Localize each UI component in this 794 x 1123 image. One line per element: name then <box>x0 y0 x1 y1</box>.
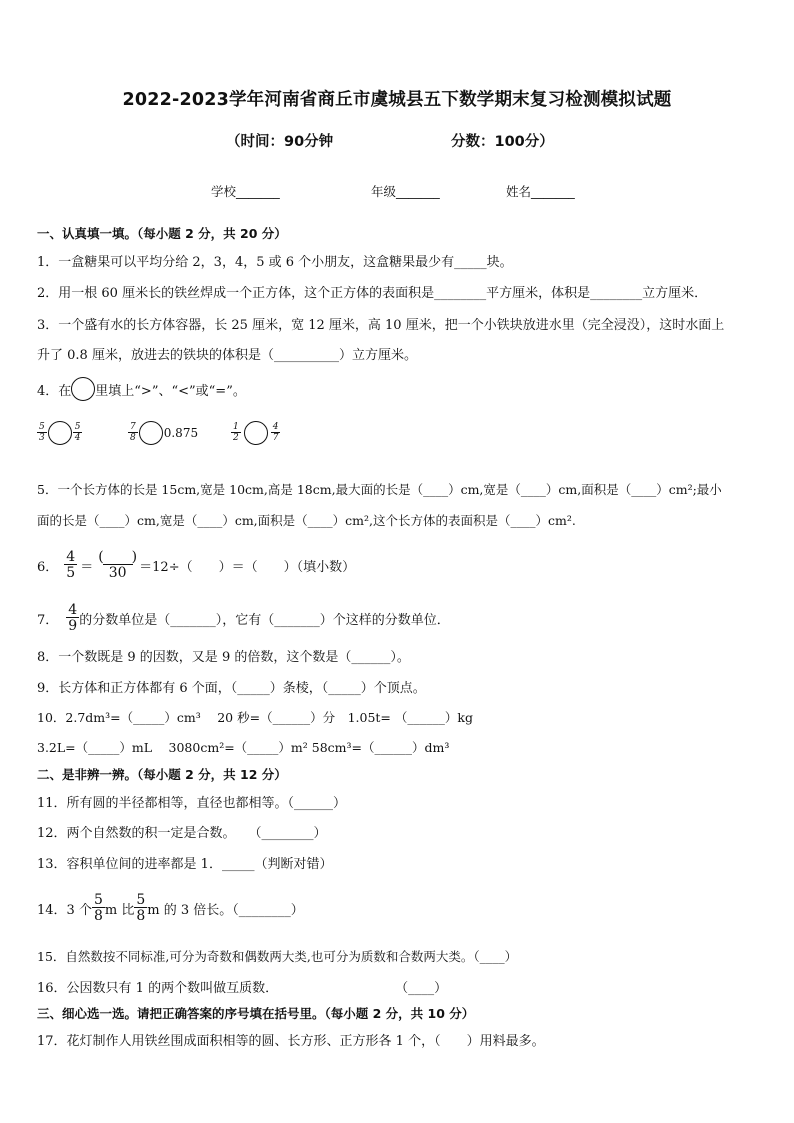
question-14-suffix: m 的 3 倍长。（________） <box>147 902 304 918</box>
question-8: 8．一个数既是 9 的因数，又是 9 的倍数，这个数是（______）。 <box>37 650 410 665</box>
question-9: 9．长方体和正方体都有 6 个面，（_____）条棱，（_____）个顶点。 <box>37 681 426 696</box>
question-14-prefix: 14．3 个 <box>37 902 92 918</box>
fraction: $\frac{5}{8}$ <box>93 892 103 924</box>
question-5-line-1: 5．一个长方体的长是 15cm,宽是 10cm,高是 18cm,最大面的长是（____）cm,宽是（____）cm,面积是（____）cm²;最小 <box>37 482 722 497</box>
question-14-middle: m 比 <box>104 902 135 918</box>
fraction: $\frac{4}{7}$ <box>272 422 279 443</box>
page-title: 2022-2023学年河南省商丘市虞城县五下数学期末复习检测模拟试题 <box>122 90 672 110</box>
question-16: 16．公因数只有 1 的两个数叫做互质数． （____） <box>37 981 448 996</box>
question-4-item-1 <box>37 421 82 445</box>
question-4-prefix: 4．在 <box>37 383 72 399</box>
question-3-line-2: 升了 0.8 厘米，放进去的铁块的体积是（__________）立方厘米。 <box>37 348 417 363</box>
fraction: $\frac{5}{3}$ <box>39 422 45 443</box>
question-4-item-2 <box>128 421 198 445</box>
question-6 <box>37 545 355 585</box>
name-field: 姓名_______ <box>506 184 575 199</box>
section-1-heading: 一、认真填一填。（每小题 2 分，共 20 分） <box>37 226 287 241</box>
exam-time: （时间：90分钟 <box>226 134 334 150</box>
fraction: $\frac{4}{5}$ <box>66 549 76 581</box>
question-4-suffix: 里填上“>”、“<”或“=”。 <box>95 383 246 399</box>
fraction: $\frac{7}{8}$ <box>130 422 136 443</box>
compare-circle-icon <box>71 377 95 401</box>
grade-field: 年级_______ <box>371 184 440 199</box>
fraction: $\frac{1}{2}$ <box>233 422 239 443</box>
question-15: 15．自然数按不同标准,可分为奇数和偶数两大类,也可分为质数和合数两大类。（____） <box>37 949 518 964</box>
question-3-line-1: 3．一个盛有水的长方体容器，长 25 厘米，宽 12 厘米，高 10 厘米，把一个小铁块放进水里（完全浸没），这时水面上 <box>37 318 725 333</box>
question-7 <box>37 598 450 638</box>
question-2: 2．用一根 60 厘米长的铁丝焊成一个正方体，这个正方体的表面积是________平方厘米，体积是________立方厘米． <box>37 286 708 301</box>
fraction: $\frac{( )}{30}$ <box>98 549 138 581</box>
question-4-item-3 <box>231 421 280 445</box>
question-14 <box>37 888 304 928</box>
question-10-line-1: 10．2.7dm³=（_____）cm³ 20 秒=（______）分 1.05t= （______）kg <box>37 710 473 725</box>
section-3-heading: 三、细心选一选。请把正确答案的序号填在括号里。（每小题 2 分，共 10 分） <box>37 1006 475 1021</box>
question-6-rest: ＝12÷（ ）＝（ ）（填小数） <box>139 559 356 575</box>
section-2-heading: 二、是非辨一辨。（每小题 2 分，共 12 分） <box>37 767 287 782</box>
fraction: $\frac{4}{9}$ <box>68 602 78 634</box>
decimal-value: 0.875 <box>163 426 199 440</box>
question-7-rest: 的分数单位是（_______），它有（_______）个这样的分数单位． <box>79 612 450 628</box>
question-11: 11．所有圆的半径都相等，直径也都相等。（______） <box>37 796 347 811</box>
fraction: $\frac{5}{8}$ <box>136 892 146 924</box>
question-13: 13．容积单位间的进率都是 1．_____（判断对错） <box>37 857 333 872</box>
question-7-label: 7． <box>37 612 59 628</box>
question-1: 1．一盒糖果可以平均分给 2，3，4，5 或 6 个小朋友，这盒糖果最少有_____块。 <box>37 255 513 270</box>
compare-circle-icon <box>48 421 72 445</box>
compare-circle-icon <box>244 421 268 445</box>
school-field: 学校_______ <box>211 184 280 199</box>
question-6-label: 6． <box>37 559 59 575</box>
question-10-line-2: 3.2L=（_____）mL 3080cm²=（_____）m² 58cm³=（______）dm³ <box>37 740 450 755</box>
question-12: 12．两个自然数的积一定是合数。 （________） <box>37 826 327 841</box>
fraction: $\frac{5}{4}$ <box>74 422 81 443</box>
question-5-line-2: 面的长是（____）cm,宽是（____）cm,面积是（____）cm²,这个长方体的表面积是（____）cm². <box>37 513 576 528</box>
question-17: 17．花灯制作人用铁丝围成面积相等的圆、长方形、正方形各 1 个，（ ）用料最多。 <box>37 1034 545 1049</box>
exam-score: 分数：100分） <box>451 134 554 150</box>
equals-sign: ＝ <box>80 559 94 575</box>
question-4 <box>37 377 246 401</box>
compare-circle-icon <box>139 421 163 445</box>
